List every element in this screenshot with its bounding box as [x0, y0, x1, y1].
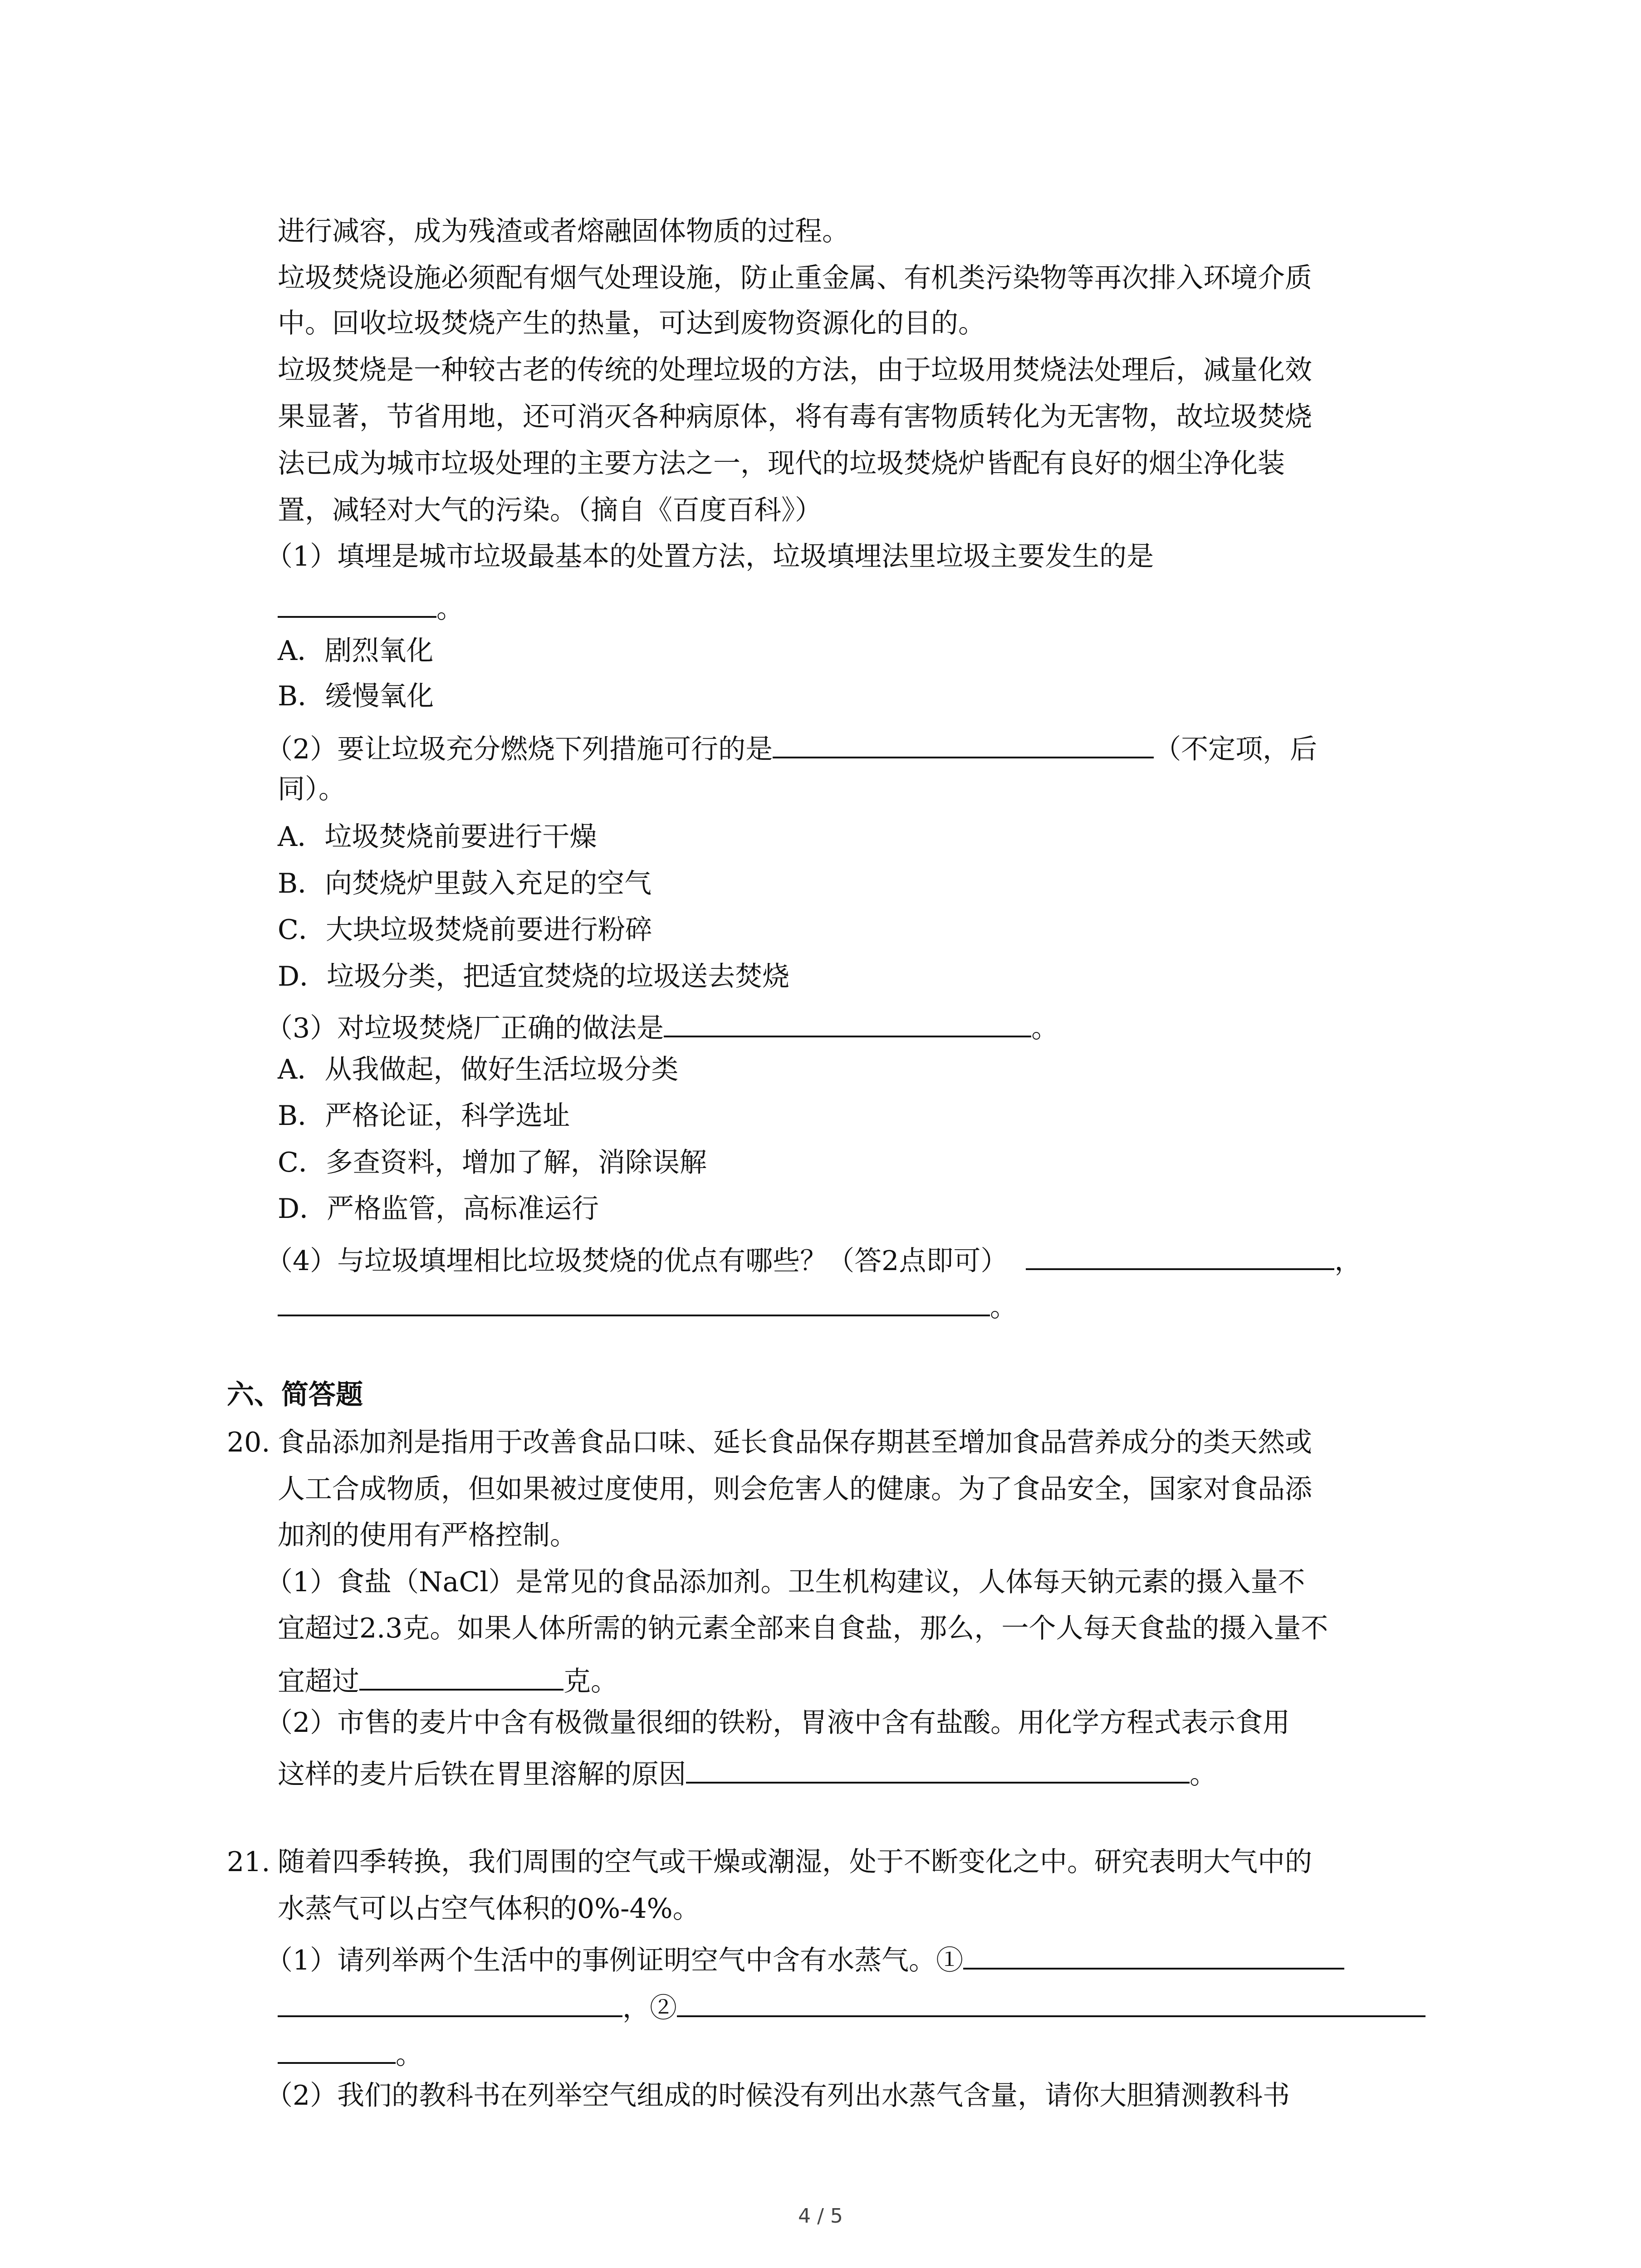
passage-line: 进行减容，成为残渣或者熔融固体物质的过程。: [278, 215, 849, 247]
q20-part2-answer-line: 这样的麦片后铁在胃里溶解的原因 。: [278, 1755, 1217, 1788]
question-number: 20.: [227, 1427, 270, 1458]
answer-blank[interactable]: [278, 590, 436, 618]
q19-part4-text: （4）与垃圾填埋相比垃圾焚烧的优点有哪些？（答2点即可） ，: [265, 1242, 1362, 1275]
q19-part3-text: （3）对垃圾焚烧厂正确的做法是 。: [265, 1009, 1058, 1042]
option: C．多查资料，增加了解，消除误解: [278, 1147, 707, 1178]
q20-part2-line: （2）市售的麦片中含有极微量很细的铁粉，胃液中含有盐酸。用化学方程式表示食用: [265, 1707, 1290, 1739]
q20-stem-line: 人工合成物质，但如果被过度使用，则会危害人的健康。为了食品安全，国家对食品添: [278, 1473, 1312, 1505]
option: D．严格监管，高标准运行: [278, 1193, 599, 1225]
q19-part2-text: （2）要让垃圾充分燃烧下列措施可行的是 （不定项，后: [265, 730, 1317, 763]
q20-stem-line: 加剂的使用有严格控制。: [278, 1520, 577, 1551]
answer-blank[interactable]: [686, 1755, 1190, 1784]
question-number: 21.: [227, 1846, 270, 1878]
q19-part1-text: （1）填埋是城市垃圾最基本的处置方法，垃圾填埋法里垃圾主要发生的是: [265, 541, 1154, 572]
q20-part1-line: 宜超过2.3克。如果人体所需的钠元素全部来自食盐，那么，一个人每天食盐的摄入量不: [278, 1613, 1328, 1644]
section-title: 六、简答题: [227, 1379, 363, 1411]
passage-line: 垃圾焚烧设施必须配有烟气处理设施，防止重金属、有机类污染物等再次排入环境介质: [278, 262, 1312, 294]
option: D．垃圾分类，把适宜焚烧的垃圾送去焚烧: [278, 961, 790, 992]
passage-line: 果显著，节省用地，还可消灭各种病原体，将有毒有害物质转化为无害物，故垃圾焚烧: [278, 401, 1312, 433]
option: C．大块垃圾焚烧前要进行粉碎: [278, 914, 652, 946]
answer-blank[interactable]: [359, 1662, 563, 1691]
passage-line: 置，减轻对大气的污染。（摘自《百度百科》）: [278, 494, 822, 526]
q20-part1-line: （1）食盐（NaCl）是常见的食品添加剂。卫生机构建议，人体每天钠元素的摄入量不: [265, 1566, 1305, 1598]
passage-line: 法已成为城市垃圾处理的主要方法之一，现代的垃圾焚烧炉皆配有良好的烟尘净化装: [278, 448, 1285, 479]
answer-blank[interactable]: [1026, 1242, 1334, 1270]
q19-part1-answer-line: 。: [278, 590, 464, 622]
answer-blank[interactable]: [278, 1989, 622, 2017]
answer-blank[interactable]: [278, 1288, 990, 1316]
passage-line: 垃圾焚烧是一种较古老的传统的处理垃圾的方法，由于垃圾用焚烧法处理后，减量化效: [278, 354, 1312, 386]
option: A．垃圾焚烧前要进行干燥: [278, 821, 597, 853]
q19-part4-answer-line: 。: [278, 1288, 1017, 1321]
q19-part2-cont: 同）。: [278, 773, 346, 805]
q21-stem-line: 随着四季转换，我们周围的空气或干燥或潮湿，处于不断变化之中。研究表明大气中的: [278, 1846, 1312, 1878]
q21-part1-end: 。: [278, 2036, 423, 2068]
answer-blank[interactable]: [773, 730, 1154, 758]
page-number: 4 / 5: [798, 2204, 843, 2228]
option: B．缓慢氧化: [278, 680, 434, 712]
option: A．剧烈氧化: [278, 635, 434, 667]
option: A．从我做起，做好生活垃圾分类: [278, 1054, 679, 1085]
q20-part1-answer-line: 宜超过 克。: [278, 1662, 618, 1695]
q20-stem-line: 食品添加剂是指用于改善食品口味、延长食品保存期甚至增加食品营养成分的类天然或: [278, 1427, 1312, 1458]
answer-blank[interactable]: [278, 2036, 396, 2064]
q21-part1-text: （1）请列举两个生活中的事例证明空气中含有水蒸气。①: [265, 1941, 1344, 1974]
q21-part2-line: （2）我们的教科书在列举空气组成的时候没有列出水蒸气含量，请你大胆猜测教科书: [265, 2080, 1290, 2112]
q21-stem-line: 水蒸气可以占空气体积的0%-4%。: [278, 1893, 700, 1925]
answer-blank[interactable]: [677, 1989, 1425, 2017]
answer-blank[interactable]: [963, 1941, 1344, 1970]
answer-blank[interactable]: [664, 1009, 1031, 1037]
option: B．严格论证，科学选址: [278, 1100, 570, 1132]
q21-part1-cont: ，②: [278, 1989, 1425, 2022]
option: B．向焚烧炉里鼓入充足的空气: [278, 868, 652, 899]
passage-line: 中。回收垃圾焚烧产生的热量，可达到废物资源化的目的。: [278, 308, 985, 339]
